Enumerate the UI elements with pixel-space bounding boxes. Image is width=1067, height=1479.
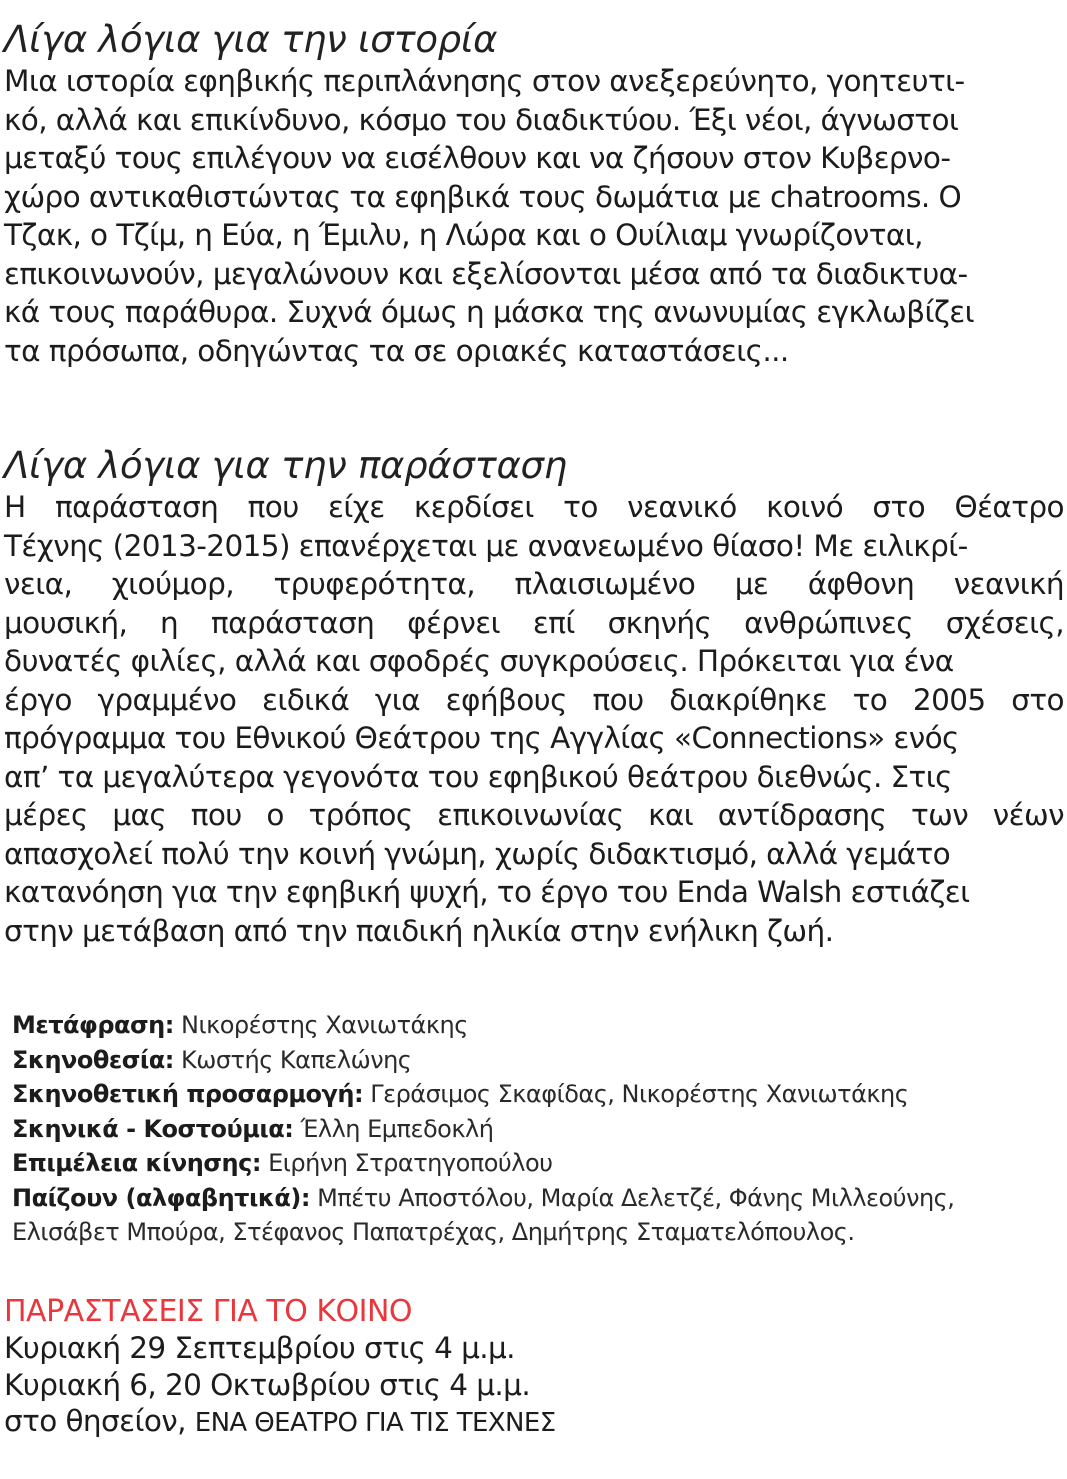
story-line: επικοινωνούν, μεγαλώνουν και εξελίσονται μέσα από τα διαδικτυα- bbox=[4, 256, 968, 291]
credit-direction bbox=[12, 1043, 1062, 1078]
performance-line: Τέχνης (2013-2015) επανέρχεται με ανανεωμένο θίασο! Με ειλικρί- bbox=[4, 528, 968, 563]
performance-line: πρόγραμμα του Εθνικού Θεάτρου της Αγγλίας «Connections» ενός bbox=[4, 721, 959, 755]
credit-role: Μετάφραση: bbox=[12, 1011, 174, 1039]
story-line: Μια ιστορία εφηβικής περιπλάνησης στον ανεξερεύνητο, γοητευτι- bbox=[4, 64, 965, 98]
performance-line: μέρες μας που ο τρόπος επικοινωνίας και αντίδρασης των νέων bbox=[4, 798, 1064, 832]
performance-line: στην μετάβαση από την παιδική ηλικία στην ενήλικη ζωή. bbox=[4, 913, 834, 948]
credit-names: Μπέτυ Αποστόλου, Μαρία Δελετζέ, Φάνης Μιλλεούνης, bbox=[317, 1183, 955, 1212]
credit-names: Κωστής Καπελώνης bbox=[180, 1045, 412, 1074]
credits-list bbox=[12, 1008, 1062, 1250]
performance-line: έργο γραμμένο ειδικά για εφήβους που διακρίθηκε το 2005 στο bbox=[4, 682, 1064, 717]
credit-translation bbox=[12, 1008, 1062, 1043]
performance-line: απασχολεί πολύ την κοινή γνώμη, χωρίς διδακτισμό, αλλά γεμάτο bbox=[4, 836, 951, 871]
story-line: Τζακ, ο Τζίμ, η Εύα, η Έμιλυ, η Λώρα και ο Ουίλιαμ γνωρίζονται, bbox=[4, 218, 923, 252]
performance-paragraph bbox=[4, 488, 1064, 950]
performance-line: δυνατές φιλίες, αλλά και σφοδρές συγκρούσεις. Πρόκειται για ένα bbox=[4, 644, 954, 678]
performance-heading: Λίγα λόγια για την παράσταση bbox=[4, 444, 567, 487]
public-performances bbox=[4, 1294, 1064, 1442]
credit-adaptation bbox=[12, 1077, 1062, 1112]
venue-line bbox=[4, 1403, 1064, 1442]
credit-role: Σκηνοθετική προσαρμογή: bbox=[12, 1080, 364, 1108]
story-line: χώρο αντικαθιστώντας τα εφηβικά τους δωμάτια με chatrooms. Ο bbox=[4, 179, 962, 214]
credit-names: Γεράσιμος Σκαφίδας, Νικορέστης Χανιωτάκης bbox=[370, 1080, 909, 1108]
story-line: κά τους παράθυρα. Συχνά όμως η μάσκα της ανωνυμίας εγκλωβίζει bbox=[4, 295, 975, 329]
performance-line: απ’ τα μεγαλύτερα γεγονότα του εφηβικού θεάτρου διεθνώς. Στις bbox=[4, 759, 952, 794]
story-heading: Λίγα λόγια για την ιστορία bbox=[4, 18, 498, 61]
credit-sets-costumes bbox=[12, 1112, 1062, 1147]
public-performances-title: ΠΑΡΑΣΤΑΣΕΙΣ ΓΙΑ ΤΟ ΚΟΙΝΟ bbox=[4, 1294, 413, 1329]
story-paragraph bbox=[4, 62, 1064, 370]
credit-names: Έλλη Εμπεδοκλή bbox=[300, 1114, 494, 1143]
credit-names: Ειρήνη Στρατηγοπούλου bbox=[268, 1149, 553, 1177]
performance-line: Η παράσταση που είχε κερδίσει το νεανικό κοινό στο Θέατρο bbox=[4, 490, 1064, 524]
performance-date: Κυριακή 29 Σεπτεμβρίου στις 4 μ.μ. bbox=[4, 1331, 515, 1365]
performance-section bbox=[4, 444, 1064, 950]
credit-cast-continued bbox=[12, 1215, 1062, 1250]
performance-line: νεια, χιούμορ, τρυφερότητα, πλαισιωμένο με άφθονη νεανική bbox=[4, 567, 1064, 601]
performance-date: Κυριακή 6, 20 Οκτωβρίου στις 4 μ.μ. bbox=[4, 1367, 531, 1402]
credit-role: Επιμέλεια κίνησης: bbox=[12, 1149, 261, 1177]
credit-movement bbox=[12, 1146, 1062, 1181]
venue-prefix: στο θησείον, bbox=[4, 1404, 195, 1438]
story-line: μεταξύ τους επιλέγουν να εισέλθουν και να ζήσουν στον Κυβερνο- bbox=[4, 141, 951, 175]
performance-line: κατανόηση για την εφηβική ψυχή, το έργο του Enda Walsh εστιάζει bbox=[4, 875, 970, 909]
credit-cast bbox=[12, 1181, 1062, 1216]
story-section bbox=[4, 18, 1064, 370]
credit-role: Σκηνικά - Κοστούμια: bbox=[12, 1114, 294, 1143]
venue-name: ΕΝΑ ΘΕΑΤΡΟ ΓΙΑ ΤΙΣ ΤΕΧΝΕΣ bbox=[194, 1408, 556, 1438]
performance-line: μουσική, η παράσταση φέρνει επί σκηνής ανθρώπινες σχέσεις, bbox=[4, 605, 1064, 640]
story-line: κό, αλλά και επικίνδυνο, κόσμο του διαδικτύου. Έξι νέοι, άγνωστοι bbox=[4, 102, 959, 137]
credit-role: Παίζουν (αλφαβητικά): bbox=[12, 1183, 310, 1212]
story-line: τα πρόσωπα, οδηγώντας τα σε οριακές καταστάσεις... bbox=[4, 333, 789, 368]
credit-names: Ελισάβετ Μπούρα, Στέφανος Παπατρέχας, Δημήτρης Σταματελόπουλος. bbox=[12, 1218, 855, 1246]
credit-names: Νικορέστης Χανιωτάκης bbox=[181, 1011, 468, 1039]
credit-role: Σκηνοθεσία: bbox=[12, 1045, 174, 1074]
